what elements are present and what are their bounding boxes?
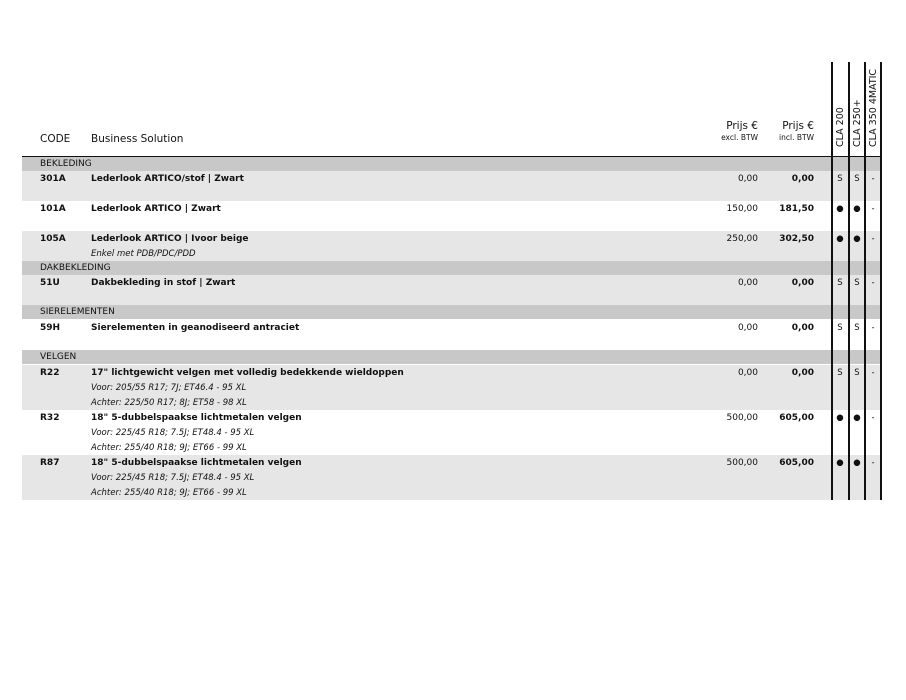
price-excl-value: 150,00 [726, 204, 758, 214]
table-row [22, 320, 882, 350]
availability-mark: S [854, 323, 860, 333]
header-business-solution: Business Solution [91, 133, 184, 145]
option-description: Dakbekleding in stof | Zwart [91, 278, 236, 288]
option-note: Voor: 205/55 R17; 7J; ET46.4 - 95 XL [91, 383, 247, 393]
price-incl-value: 0,00 [791, 278, 814, 288]
price-excl-value: 0,00 [737, 174, 758, 184]
availability-mark: - [871, 368, 875, 378]
option-code: R22 [40, 368, 60, 378]
availability-mark: - [871, 458, 875, 468]
option-code: R87 [40, 458, 60, 468]
price-incl-value: 0,00 [791, 368, 814, 378]
availability-mark: - [871, 234, 875, 244]
option-description: 18" 5-dubbelspaakse lichtmetalen velgen [91, 458, 302, 468]
availability-mark: ● [853, 458, 861, 468]
option-code: 51U [40, 278, 60, 288]
availability-mark: - [871, 174, 875, 184]
model-column-divider [848, 62, 850, 500]
option-code: 105A [40, 234, 66, 244]
availability-mark: ● [836, 234, 844, 244]
header-model-cla350: CLA 350 4MATIC [868, 68, 879, 147]
availability-mark: ● [853, 234, 861, 244]
section-header [22, 305, 882, 319]
table-row [22, 410, 882, 455]
section-title: SIERELEMENTEN [40, 307, 115, 317]
option-note: Voor: 225/45 R18; 7.5J; ET48.4 - 95 XL [91, 473, 255, 483]
option-description: Sierelementen in geanodiseerd antraciet [91, 323, 300, 333]
section-header [22, 350, 882, 364]
availability-mark: S [837, 174, 843, 184]
option-code: 59H [40, 323, 61, 333]
price-incl-value: 605,00 [779, 413, 814, 423]
section-header [22, 261, 882, 275]
option-code: R32 [40, 413, 60, 423]
section-title: DAKBEKLEDING [40, 263, 111, 273]
price-excl-value: 250,00 [726, 234, 758, 244]
model-column-divider [864, 62, 866, 500]
price-excl-value: 0,00 [737, 368, 758, 378]
option-note: Enkel met PDB/PDC/PDD [91, 249, 196, 259]
table-row [22, 171, 882, 201]
price-excl-value: 500,00 [726, 458, 758, 468]
header-price-incl [772, 120, 814, 142]
price-incl-value: 0,00 [791, 323, 814, 333]
availability-mark: ● [836, 458, 844, 468]
availability-mark: ● [836, 204, 844, 214]
price-excl-value: 500,00 [726, 413, 758, 423]
availability-mark: S [837, 368, 843, 378]
option-note: Achter: 225/50 R17; 8J; ET58 - 98 XL [91, 398, 247, 408]
availability-mark: ● [836, 413, 844, 423]
availability-mark: S [854, 174, 860, 184]
option-note: Achter: 255/40 R18; 9J; ET66 - 99 XL [91, 443, 247, 453]
availability-mark: - [871, 323, 875, 333]
price-incl-sublabel: incl. BTW [779, 133, 814, 142]
availability-mark: S [837, 278, 843, 288]
option-code: 301A [40, 174, 66, 184]
price-excl-sublabel: excl. BTW [721, 133, 758, 142]
availability-mark: S [837, 323, 843, 333]
table-row [22, 231, 882, 261]
price-incl-value: 181,50 [779, 204, 814, 214]
table-row [22, 455, 882, 500]
section-title: VELGEN [40, 352, 77, 362]
availability-mark: ● [853, 413, 861, 423]
option-description: Lederlook ARTICO | Zwart [91, 204, 221, 214]
table-row [22, 365, 882, 410]
section-title: BEKLEDING [40, 159, 92, 169]
option-note: Achter: 255/40 R18; 9J; ET66 - 99 XL [91, 488, 247, 498]
availability-mark: - [871, 204, 875, 214]
option-description: Lederlook ARTICO/stof | Zwart [91, 174, 244, 184]
price-excl-label: Prijs € [726, 120, 758, 132]
option-code: 101A [40, 204, 66, 214]
header-code: CODE [40, 133, 71, 145]
price-incl-label: Prijs € [782, 120, 814, 132]
table-row [22, 201, 882, 231]
availability-mark: S [854, 278, 860, 288]
price-incl-value: 302,50 [779, 234, 814, 244]
availability-mark: - [871, 278, 875, 288]
model-column-divider [880, 62, 882, 500]
availability-mark: S [854, 368, 860, 378]
price-incl-value: 605,00 [779, 458, 814, 468]
option-description: 17" lichtgewicht velgen met volledig bedekkende wieldoppen [91, 368, 404, 378]
section-header [22, 157, 882, 171]
option-description: Lederlook ARTICO | Ivoor beige [91, 234, 249, 244]
option-note: Voor: 225/45 R18; 7.5J; ET48.4 - 95 XL [91, 428, 255, 438]
header-price-excl [716, 120, 758, 142]
availability-mark: ● [853, 204, 861, 214]
price-excl-value: 0,00 [737, 323, 758, 333]
price-incl-value: 0,00 [791, 174, 814, 184]
header-model-cla250: CLA 250+ [852, 99, 863, 147]
option-description: 18" 5-dubbelspaakse lichtmetalen velgen [91, 413, 302, 423]
model-column-divider [831, 62, 833, 500]
table-row [22, 275, 882, 305]
price-excl-value: 0,00 [737, 278, 758, 288]
header-model-cla200: CLA 200 [835, 107, 846, 147]
availability-mark: - [871, 413, 875, 423]
